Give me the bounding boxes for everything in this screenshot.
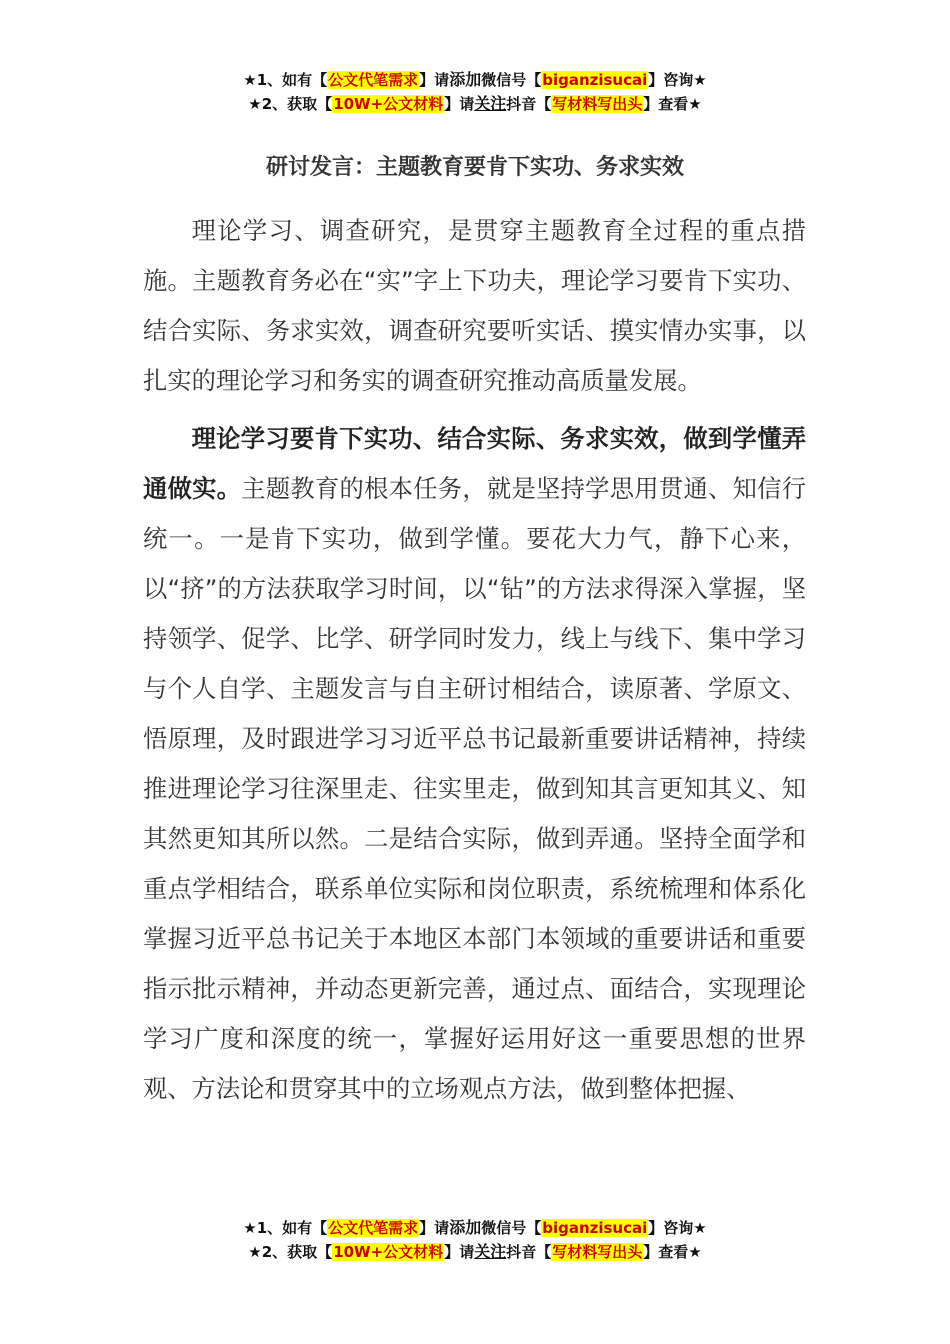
paragraph-theory-study bbox=[143, 414, 806, 1114]
banner-highlight-wechat: biganzisucai bbox=[542, 1219, 648, 1237]
banner-line-1: ★1、如有【公文代笔需求】请添加微信号【biganzisucai】咨询★ bbox=[243, 70, 707, 89]
banner-line-1: ★1、如有【公文代笔需求】请添加微信号【biganzisucai】咨询★ bbox=[243, 1218, 707, 1237]
banner-line-2: ★2、获取【10W+公文材料】请关注抖音【写材料写出头】查看★ bbox=[248, 94, 702, 113]
banner-highlight-douyin: 写材料写出头 bbox=[552, 1243, 643, 1261]
banner-highlight-service: 公文代笔需求 bbox=[328, 1219, 419, 1237]
banner-highlight-service: 公文代笔需求 bbox=[328, 71, 419, 89]
banner-highlight-materials: 10W+公文材料 bbox=[333, 1243, 444, 1261]
paragraph-heading: 理论学习要肯下实功、结合实际、务求实效，做到学懂弄通做实。 bbox=[143, 424, 806, 503]
paragraph-body: 主题教育的根本任务，就是坚持学思用贯通、知信行统一。一是肯下实功，做到学懂。要花大力气，静下心来，以“挤”的方法获取学习时间，以“钻”的方法求得深入掌握，坚持领学、促学、比学、研学同时发力，线上与线下、集中学习与个人自学、主题发言与自主研讨相结合，读原著、学原文、悟原理，及时跟进学习习近平总书记最新重要讲话精神，持续推进理论学习往深里走、往实里走，做到知其言更知其义、知其然更知其所以然。二是结合实际，做到弄通。坚持全面学和重点学相结合，联系单位实际和岗位职责，系统梳理和体系化掌握习近平总书记关于本地区本部门本领域的重要讲话和重要指示批示精神，并动态更新完善，通过点、面结合，实现理论学习广度和深度的统一，掌握好运用好这一重要思想的世界观、方法论和贯穿其中的立场观点方法，做到整体把握、 bbox=[143, 474, 807, 1103]
document-body bbox=[143, 206, 806, 1122]
top-banner bbox=[0, 68, 950, 116]
banner-highlight-wechat: biganzisucai bbox=[542, 71, 648, 89]
paragraph-intro: 理论学习、调查研究，是贯穿主题教育全过程的重点措施。主题教育务必在“实”字上下功夫，理论学习要肯下实功、结合实际、务求实效，调查研究要听实话、摸实情办实事，以扎实的理论学习和务实的调查研究推动高质量发展。 bbox=[143, 216, 806, 395]
banner-highlight-douyin: 写材料写出头 bbox=[552, 95, 643, 113]
banner-highlight-materials: 10W+公文材料 bbox=[333, 95, 444, 113]
bottom-banner bbox=[0, 1216, 950, 1264]
document-title: 研讨发言：主题教育要肯下实功、务求实效 bbox=[265, 155, 684, 180]
banner-line-2: ★2、获取【10W+公文材料】请关注抖音【写材料写出头】查看★ bbox=[248, 1242, 702, 1261]
